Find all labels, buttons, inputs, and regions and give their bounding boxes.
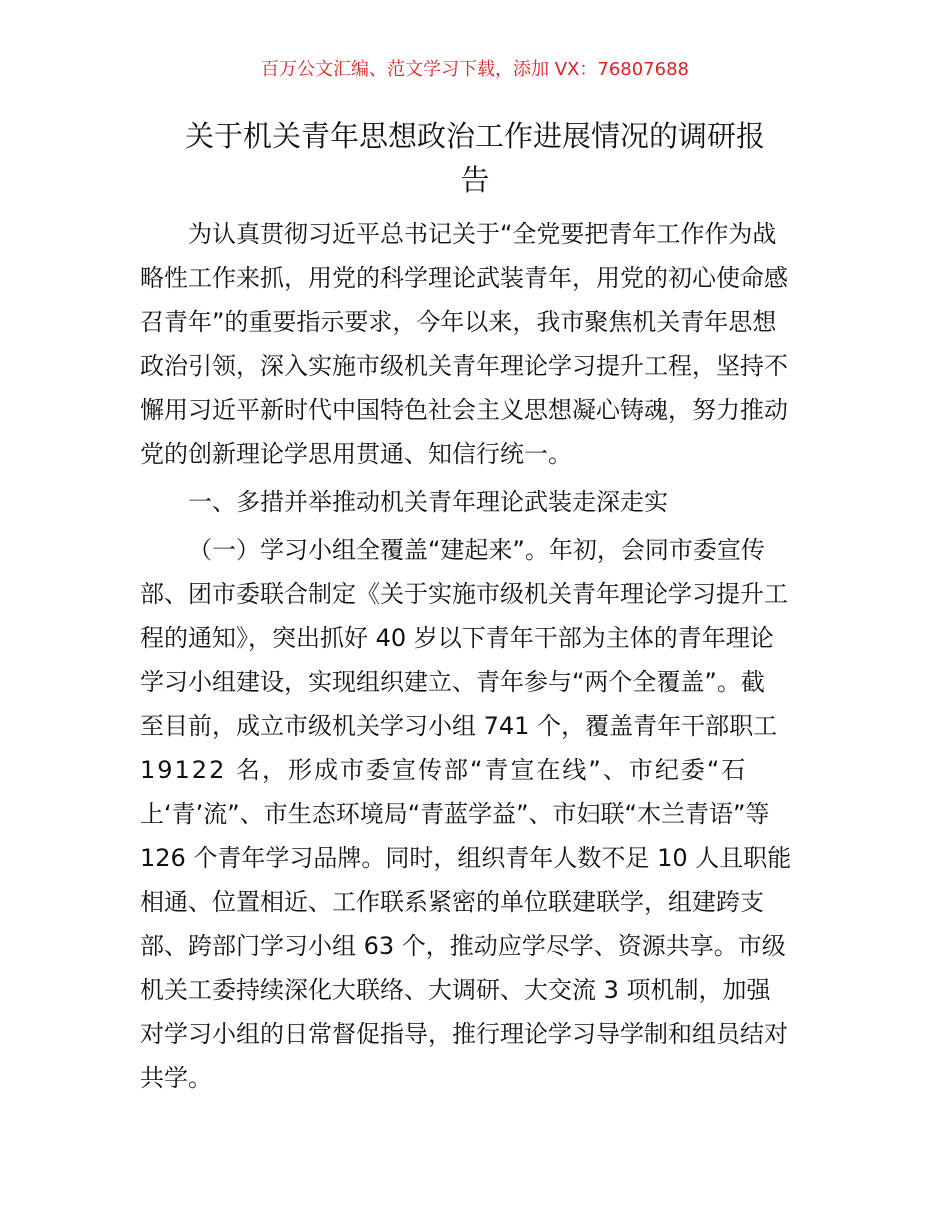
intro-paragraph (140, 212, 812, 476)
paragraph-line: 为认真贯彻习近平总书记关于“全党要把青年工作作为战 (188, 220, 777, 248)
title-line-1: 关于机关青年思想政治工作进展情况的调研报 (184, 119, 765, 153)
paragraph-line: 对学习小组的日常督促指导，推行理论学习导学制和组员结对 (140, 1020, 788, 1048)
paragraph-line: 政治引领，深入实施市级机关青年理论学习提升工程，坚持不 (140, 352, 788, 380)
paragraph-line: 召青年”的重要指示要求，今年以来，我市聚焦机关青年思想 (140, 308, 777, 336)
paragraph-line: （一）学习小组全覆盖“建起来”。年初，会同市委宣传 (188, 536, 765, 564)
paragraph-line: 部、跨部门学习小组 63 个，推动应学尽学、资源共享。市级 (140, 932, 786, 960)
paragraph-line: 学习小组建设，实现组织建立、青年参与“两个全覆盖”。截 (140, 668, 765, 696)
paragraph-line: 程的通知》，突出抓好 40 岁以下青年干部为主体的青年理论 (140, 624, 774, 652)
paragraph-line: 部、团市委联合制定《关于实施市级机关青年理论学习提升工 (140, 580, 788, 608)
section-heading: 一、多措并举推动机关青年理论武装走深走实 (188, 488, 668, 516)
paragraph-line: 机关工委持续深化大联络、大调研、大交流 3 项机制，加强 (140, 976, 771, 1004)
document-title (140, 114, 810, 202)
paragraph-line: 懈用习近平新时代中国特色社会主义思想凝心铸魂，努力推动 (140, 396, 788, 424)
paragraph-line: 19122 名，形成市委宣传部“青宣在线”、市纪委“石 (140, 756, 748, 784)
paragraph-line: 126 个青年学习品牌。同时，组织青年人数不足 10 人且职能 (140, 844, 792, 872)
paragraph-line: 共学。 (140, 1064, 212, 1092)
paragraph-line: 相通、位置相近、工作联系紧密的单位联建联学，组建跨支 (140, 888, 764, 916)
paragraph-line: 略性工作来抓，用党的科学理论武装青年，用党的初心使命感 (140, 264, 788, 292)
paragraph-line: 党的创新理论学思用贯通、知信行统一。 (140, 440, 572, 468)
document-body (140, 212, 812, 1100)
section-paragraph (140, 528, 812, 1100)
promo-banner: 百万公文汇编、范文学习下载，添加 VX：76807688 (261, 59, 689, 80)
paragraph-line: 上‘青’流”、市生态环境局“青蓝学益”、市妇联“木兰青语”等 (140, 800, 770, 828)
paragraph-line: 至目前，成立市级机关学习小组 741 个，覆盖青年干部职工 (140, 712, 778, 740)
title-line-2: 告 (460, 163, 490, 197)
